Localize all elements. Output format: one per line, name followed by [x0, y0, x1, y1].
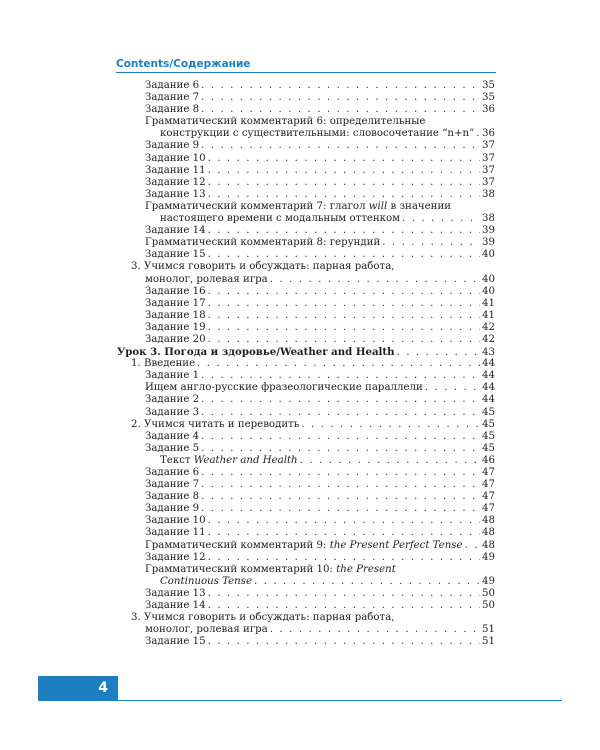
- toc-leader: [208, 298, 480, 310]
- toc-leader: [208, 334, 480, 346]
- toc-text: Грамматический комментарий 10:: [145, 563, 337, 575]
- toc-leader: [201, 92, 480, 104]
- toc-text: в значении: [387, 200, 452, 212]
- toc-section[interactable]: [117, 358, 495, 370]
- toc-entry-page: 36: [482, 128, 495, 140]
- toc-leader: [465, 540, 481, 552]
- toc-entry[interactable]: [117, 165, 495, 177]
- toc-leader: [208, 249, 480, 261]
- toc-entry-page: 38: [482, 188, 495, 200]
- toc-entry-page: 44: [482, 370, 495, 382]
- toc-text-italic: the Present: [336, 563, 396, 575]
- toc-entry[interactable]: [117, 140, 495, 152]
- toc-entry[interactable]: [117, 80, 495, 92]
- toc-entry-page: 49: [482, 551, 495, 563]
- toc-entry-label: Задание 16: [145, 285, 206, 297]
- toc-entry[interactable]: [117, 624, 495, 636]
- toc-entry-first-line[interactable]: [117, 564, 495, 576]
- toc-leader: [300, 455, 480, 467]
- toc-leader: [425, 382, 480, 394]
- toc-entry-page: 50: [482, 600, 495, 612]
- toc-entry-page: 48: [482, 539, 495, 551]
- toc-lesson-label: Урок 3. Погода и здоровье/Weather and Health: [117, 346, 395, 359]
- toc-entry[interactable]: [117, 467, 495, 479]
- toc-entry-page: 47: [482, 503, 495, 515]
- toc-entry[interactable]: [117, 322, 495, 334]
- toc-entry-label: Задание 11: [145, 527, 206, 539]
- toc-entry-first-line[interactable]: Грамматический комментарий 6: определительные: [145, 116, 426, 128]
- toc-entry-label: Задание 8: [145, 491, 200, 503]
- toc-entry-page: 37: [482, 164, 495, 176]
- toc-entry[interactable]: [117, 455, 495, 467]
- toc-leader: [208, 322, 480, 334]
- toc-entry-label: Задание 7: [145, 92, 200, 104]
- toc-entry-page: 37: [482, 140, 495, 152]
- toc-entry-label: монолог, ролевая игра: [145, 624, 268, 636]
- toc-entry[interactable]: [117, 407, 495, 419]
- toc-leader: [201, 407, 480, 419]
- toc-leader: [201, 443, 480, 455]
- toc-entry[interactable]: [117, 334, 495, 346]
- toc-entry[interactable]: [117, 298, 495, 310]
- toc-entry-label: Задание 9: [145, 140, 200, 152]
- toc-entry-page: 50: [482, 587, 495, 599]
- toc-entry-page: 37: [482, 176, 495, 188]
- toc-entry-page: 51: [482, 636, 495, 648]
- toc-text: Текст: [160, 454, 194, 466]
- toc-entry-page: 47: [482, 479, 495, 491]
- toc-entry[interactable]: [117, 310, 495, 322]
- toc-entry-page: 43: [482, 347, 495, 359]
- toc-entry-page: 44: [482, 358, 495, 370]
- toc-entry-page: 41: [482, 309, 495, 321]
- toc-entry[interactable]: [117, 237, 495, 249]
- toc-leader: [208, 310, 480, 322]
- toc-entry-label: Задание 13: [145, 587, 206, 599]
- toc-entry-page: 45: [482, 430, 495, 442]
- page-number-box: [38, 676, 118, 701]
- toc-entry-label: Задание 9: [145, 503, 200, 515]
- toc-entry-label: Задание 1: [145, 370, 200, 382]
- toc-leader: [208, 527, 480, 539]
- toc-entry-page: 39: [482, 237, 495, 249]
- toc-entry-page: 41: [482, 297, 495, 309]
- running-header: [116, 57, 496, 73]
- toc-entry[interactable]: [117, 177, 495, 189]
- toc-entry[interactable]: [117, 443, 495, 455]
- toc-entry[interactable]: [117, 370, 495, 382]
- toc-entry-label: Задание 12: [145, 176, 206, 188]
- toc-entry-page: 44: [482, 382, 495, 394]
- toc-entry[interactable]: [117, 92, 495, 104]
- footer-rule: [118, 700, 562, 701]
- toc-text: Грамматический комментарий 7: глагол: [145, 200, 369, 212]
- toc-entry-label: Задание 4: [145, 430, 200, 442]
- toc-leader: [201, 431, 480, 443]
- toc-entry-page: 40: [482, 249, 495, 261]
- toc-leader: [201, 104, 480, 116]
- toc-entry-page: 42: [482, 333, 495, 345]
- toc-leader: [208, 153, 480, 165]
- toc-entry[interactable]: [117, 552, 495, 564]
- toc-entry-page: 49: [482, 575, 495, 587]
- toc-leader: [197, 358, 480, 370]
- toc-entry-label: настоящего времени с модальным оттенком: [160, 213, 401, 225]
- toc-leader: [270, 274, 480, 286]
- toc-text-italic: will: [368, 200, 388, 212]
- toc-entry-page: 35: [482, 80, 495, 91]
- toc-entry[interactable]: [117, 286, 495, 298]
- toc-entry-label: Задание 13: [145, 188, 206, 200]
- toc-entry[interactable]: [117, 382, 495, 394]
- toc-entry-label: Задание 6: [145, 80, 200, 91]
- toc-entry-page: 47: [482, 467, 495, 478]
- toc-text-italic: the Present Perfect Tense: [329, 539, 463, 551]
- toc-leader: [208, 189, 480, 201]
- toc-entry-page: 35: [482, 92, 495, 104]
- toc-entry[interactable]: [117, 588, 495, 600]
- toc-entry-label: Ищем англо-русские фразеологические параллели: [145, 382, 423, 394]
- toc-entry[interactable]: [117, 600, 495, 612]
- toc-entry[interactable]: [117, 189, 495, 201]
- toc-entry[interactable]: [117, 249, 495, 261]
- toc-entry[interactable]: [117, 491, 495, 503]
- toc-leader: [201, 370, 480, 382]
- toc-entry-page: 40: [482, 285, 495, 297]
- toc-entry-label: Задание 2: [145, 394, 200, 406]
- toc-entry-label: Задание 14: [145, 225, 206, 237]
- toc-entry-label: [145, 540, 463, 552]
- toc-entry-label: Задание 14: [145, 600, 206, 612]
- toc-leader: [201, 467, 480, 479]
- toc-leader: [301, 419, 480, 431]
- toc-entry-page: 44: [482, 394, 495, 406]
- toc-entry[interactable]: [117, 527, 495, 539]
- toc-leader: [208, 165, 480, 177]
- toc-entry-page: 48: [482, 527, 495, 539]
- toc-entry-page: 37: [482, 152, 495, 164]
- toc-text: Грамматический комментарий 9:: [145, 539, 330, 551]
- toc-entry-page: 47: [482, 491, 495, 503]
- toc-entry[interactable]: [117, 576, 495, 588]
- toc-leader: [270, 624, 480, 636]
- toc-entry-page: 45: [482, 418, 495, 430]
- toc-entry-page: 45: [482, 442, 495, 454]
- toc-leader: [208, 588, 480, 600]
- toc-leader: [254, 576, 480, 588]
- toc-leader: [208, 225, 480, 237]
- toc-leader: [201, 491, 480, 503]
- toc-section-first-line[interactable]: 3. Учимся говорить и обсуждать: парная работа,: [131, 261, 395, 273]
- toc-leader: [208, 636, 480, 648]
- toc-leader: [201, 394, 480, 406]
- toc-entry-label: Задание 8: [145, 104, 200, 116]
- toc-entry-page: 48: [482, 515, 495, 527]
- toc-entry-label: Задание 12: [145, 551, 206, 563]
- toc-leader: [208, 286, 480, 298]
- toc-entry-page: 42: [482, 321, 495, 333]
- table-of-contents: [117, 80, 495, 648]
- toc-entry-label: Задание 10: [145, 152, 206, 164]
- toc-leader: [382, 237, 480, 249]
- toc-entry[interactable]: [117, 104, 495, 116]
- toc-entry-page: 51: [482, 624, 495, 636]
- toc-entry-label: Задание 20: [145, 333, 206, 345]
- toc-entry-label: Задание 6: [145, 467, 200, 478]
- toc-section-first-line[interactable]: 3. Учимся говорить и обсуждать: парная работа,: [131, 612, 395, 624]
- toc-entry[interactable]: [117, 503, 495, 515]
- toc-section[interactable]: [117, 419, 495, 431]
- toc-leader: [201, 80, 480, 92]
- toc-entry-label: Задание 18: [145, 309, 206, 321]
- toc-entry-page: 40: [482, 273, 495, 285]
- toc-entry[interactable]: [117, 479, 495, 491]
- toc-lesson-heading[interactable]: [117, 346, 495, 358]
- toc-entry-label: Задание 10: [145, 515, 206, 527]
- toc-entry[interactable]: [117, 394, 495, 406]
- toc-entry[interactable]: [117, 431, 495, 443]
- toc-entry-label: Грамматический комментарий 8: герундий: [145, 237, 381, 249]
- header-rule: [116, 72, 496, 73]
- toc-leader: [201, 479, 480, 491]
- toc-entry-label: 1. Введение: [131, 358, 196, 370]
- toc-entry-label: [160, 455, 298, 467]
- toc-leader: [208, 177, 480, 189]
- toc-entry-page: 45: [482, 406, 495, 418]
- toc-entry-label: Задание 19: [145, 321, 206, 333]
- toc-entry-label: Задание 5: [145, 442, 200, 454]
- toc-entry-label: Задание 3: [145, 406, 200, 418]
- toc-entry[interactable]: [117, 636, 495, 648]
- toc-entry-label: Задание 11: [145, 164, 206, 176]
- toc-leader: [208, 552, 480, 564]
- toc-leader: [208, 600, 480, 612]
- toc-entry-label: конструкции с существительными: словосочетание “n+n”: [160, 128, 475, 140]
- toc-leader: [208, 515, 480, 527]
- toc-entry-page: 39: [482, 225, 495, 237]
- toc-text-italic: Weather and Health: [193, 454, 298, 466]
- toc-entry-page: 46: [482, 454, 495, 466]
- toc-leader: [476, 128, 480, 140]
- toc-entry-label: Задание 7: [145, 479, 200, 491]
- toc-entry-label: Задание 17: [145, 297, 206, 309]
- toc-entry[interactable]: [117, 515, 495, 527]
- header-title: Contents/Содержание: [116, 58, 251, 70]
- toc-entry-label: Задание 15: [145, 636, 206, 648]
- toc-entry[interactable]: [117, 540, 495, 552]
- toc-leader: [201, 140, 480, 152]
- toc-entry-page: 38: [482, 213, 495, 225]
- toc-entry[interactable]: [117, 274, 495, 286]
- toc-entry[interactable]: [117, 128, 495, 140]
- toc-entry-label: [160, 576, 252, 588]
- page-number: 4: [98, 680, 108, 696]
- toc-entry-label: монолог, ролевая игра: [145, 273, 268, 285]
- toc-entry-label: Задание 15: [145, 249, 206, 261]
- toc-entry[interactable]: [117, 225, 495, 237]
- toc-entry-label: 2. Учимся читать и переводить: [131, 418, 300, 430]
- toc-entry[interactable]: [117, 213, 495, 225]
- toc-leader: [201, 503, 480, 515]
- toc-entry-page: 36: [482, 104, 495, 116]
- toc-leader: [402, 213, 480, 225]
- toc-entry[interactable]: [117, 153, 495, 165]
- toc-text-italic: Continuous Tense: [160, 575, 252, 587]
- toc-entry-first-line[interactable]: [117, 201, 495, 213]
